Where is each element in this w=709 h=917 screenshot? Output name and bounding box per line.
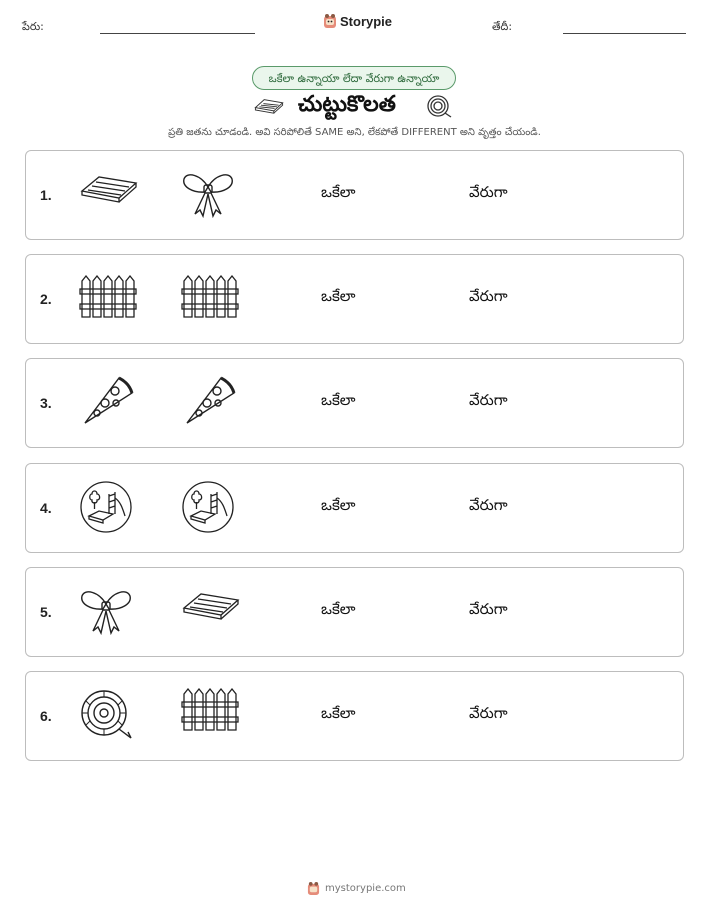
question-number: 5.	[40, 604, 52, 620]
same-option[interactable]: ఒకేలా	[321, 391, 356, 409]
sandbox-icon	[181, 586, 241, 630]
different-option[interactable]: వేరుగా	[469, 183, 508, 201]
different-option[interactable]: వేరుగా	[469, 496, 508, 514]
question-number: 6.	[40, 708, 52, 724]
playground-icon	[79, 480, 133, 538]
rope-coil-icon	[425, 94, 453, 118]
same-option[interactable]: ఒకేలా	[321, 704, 356, 722]
fence-icon	[181, 688, 239, 736]
pizza-slice-icon	[79, 373, 135, 433]
different-option[interactable]: వేరుగా	[469, 704, 508, 722]
brand-name: Storypie	[340, 13, 393, 29]
question-number: 4.	[40, 500, 52, 516]
same-option[interactable]: ఒకేలా	[321, 183, 356, 201]
worksheet-title: చుట్టుకొలత	[298, 92, 396, 117]
different-option[interactable]: వేరుగా	[469, 287, 508, 305]
bow-icon	[181, 169, 235, 223]
footer	[307, 881, 406, 896]
different-option[interactable]: వేరుగా	[469, 600, 508, 618]
playground-icon	[181, 480, 235, 538]
storypie-mascot-icon	[323, 13, 337, 29]
name-line[interactable]	[100, 33, 255, 34]
rope-coil-icon	[79, 688, 135, 746]
bow-icon	[79, 586, 133, 640]
question-number: 1.	[40, 187, 52, 203]
instructions: ప్రతి జతను చూడండి. అవి సరిపోలితే SAME అని, లేకపోతే DIFFERENT అని వృత్తం చేయండి.	[168, 127, 541, 138]
date-label: తేదీ:	[492, 20, 513, 33]
name-label: పేరు:	[22, 20, 44, 33]
same-option[interactable]: ఒకేలా	[321, 600, 356, 618]
question-number: 3.	[40, 395, 52, 411]
fence-icon	[79, 275, 137, 323]
sandbox-icon	[253, 96, 285, 116]
question-number: 2.	[40, 291, 52, 307]
storypie-mascot-icon	[307, 881, 320, 896]
date-line[interactable]	[563, 33, 686, 34]
different-option[interactable]: వేరుగా	[469, 391, 508, 409]
sandbox-icon	[79, 169, 139, 213]
question-row	[25, 358, 684, 448]
question-row	[25, 254, 684, 344]
question-row	[25, 671, 684, 761]
brand-logo	[323, 13, 392, 29]
worksheet-badge: ఒకేలా ఉన్నాయా లేదా వేరుగా ఉన్నాయా	[252, 66, 456, 90]
fence-icon	[181, 275, 239, 323]
pizza-slice-icon	[181, 373, 237, 433]
question-row	[25, 150, 684, 240]
footer-url: mystorypie.com	[325, 883, 406, 894]
same-option[interactable]: ఒకేలా	[321, 496, 356, 514]
question-row	[25, 567, 684, 657]
same-option[interactable]: ఒకేలా	[321, 287, 356, 305]
question-row	[25, 463, 684, 553]
